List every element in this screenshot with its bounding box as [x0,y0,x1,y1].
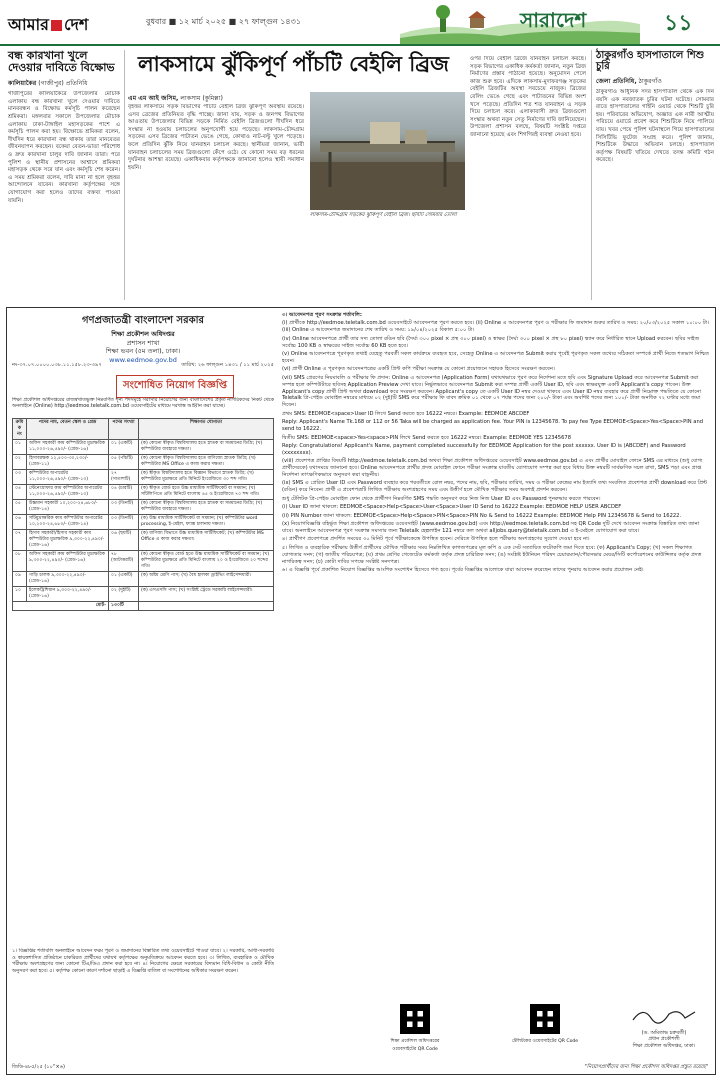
main-story-byline [128,93,223,104]
application-instructions [282,312,710,1002]
instruction-paragraph: (x) নিয়োগবিজ্ঞপ্তি বহির্ভূত শিক্ষা প্রকৌশল অধিদপ্তরের ওয়েবসাইট (www.eedmoe.gov.bd) এবং http://eedmoe.teletalk.com.bd সহ QR Code দুটি দেখে আবেদন সংক্রান্ত বিস্তারিত তথ্য জানা যাবে। অনলাইনে আবেদনপত্র পূরণ সংক্রান্ত সমস্যার জন্য Teletalk হেল্পলাইন 121 নম্বরে কল অথবা alljobs.query@teletalk.com.bd এ ই-মেইলে যোগাযোগ করা যাবে। [282,520,700,534]
table-cell-qual: (ক) কোনো স্বীকৃত বিশ্ববিদ্যালয় হতে স্নাতক বা সমমানের ডিগ্রি; (খ) কম্পিউটার ব্যবহারে দক্ষতা। [139,440,274,455]
table-cell-qual: (ক) এসএসসি পাস; (খ) সংশ্লিষ্ট ট্রেডে সরকারি লাইসেন্সধারী। [139,587,274,602]
handwritten-signature-icon [629,1004,699,1026]
table-total-row [13,602,274,611]
photo-caption: লাকসাম-চৌদ্দগ্রাম সড়কের ঝুঁকিপূর্ণ বেইলি ব্রিজ। ছবিটি সোমবার তোলা [310,212,457,218]
reference-number: নং-৩৭.০৭.০০০০.০৩৮.১১.১৫৮.২৩-৩৯৭ [12,362,102,368]
main-story-col1: বৃহত্তর লাকসামে সড়ক বিভাগের পাঁচটি বেইলি ব্রিজ ঝুঁকিপূর্ণ অবস্থায় রয়েছে। এসব ব্রেজের প্রতিনিয়ত বৃদ্ধি পাচ্ছে। জানা যায়, সড়ক ও জনপথ বিভাগের আওতায় উপজেলার বিভিন্ন সড়কে নির্মিত বেইলি ব্রিজগুলো দীর্ঘদিন ধরে সংস্কার না হওয়ায় চলাচলের অনুপযোগী হয়ে পড়েছে। লাকসাম-চৌদ্দগ্রাম সড়কের এসব ব্রিজের পাটাতন ভেঙে গেছে, কোথাও নাট-বল্টু খুলে পড়েছে। ফলে প্রতিদিন ঝুঁকি নিয়ে যানবাহন চলাচল করছে। স্থানীয়রা জানান, ভারী যানবাহন চলাচলের সময় ব্রিজগুলো কেঁপে ওঠে। যে কোনো সময় বড় ধরনের দুর্ঘটনার আশঙ্কা রয়েছে। একাধিকবার কর্তৃপক্ষকে জানানো হলেও স্থায়ী সমাধান হয়নি। [128,104,304,171]
dept-qr-label: শিক্ষা প্রকৌশল অধিদপ্তরের ওয়েবসাইটের QR Code [390,1039,440,1052]
dept-qr-code-icon[interactable] [400,1004,430,1034]
office-address: শিক্ষা ভবন (৫ম তলা), ঢাকা। [105,347,181,355]
signatory-name: (ড. অমিতাভ চক্রবর্তী) [641,1030,687,1036]
column-header: পদের সংখ্যা [109,419,139,440]
left-story-headline[interactable]: বন্ধ কারখানা খুলে দেওয়ার দাবিতে বিক্ষোভ [8,49,115,75]
total-empty-cell [139,602,274,611]
table-header-row [13,419,274,440]
right-byline-org: জেলা প্রতিনিধি, [596,78,637,85]
table-cell-count: ৭৮ (আটাত্তরটি) [109,551,139,572]
table-cell-qual: (ক) স্বীকৃত বিশ্ববিদ্যালয় হতে বিজ্ঞান বিভাগে স্নাতক ডিগ্রি; (খ) কম্পিউটার মুদ্রাক্ষরে প্রতি মিনিটে ইংরেজিতে ৩০ শব্দ গতি। [139,470,274,485]
page-number: ১১ [664,10,693,36]
table-cell-qual: (ক) স্বীকৃত বোর্ড হতে উচ্চ মাধ্যমিক সার্টিফিকেট বা সমমান; (খ) সাঁটলিপিতে প্রতি মিনিটে বাংলায় ৪৫ ও ইংরেজিতে ৭০ শব্দ গতি। [139,485,274,500]
instruction-paragraph: ৩। আবেদনপত্র পূরণ সংক্রান্ত শর্তাবলি: [282,312,362,318]
section-title: সারাদেশ [520,8,587,32]
left-byline-place: কালিয়াকৈর [8,80,37,88]
dateline: বুধবার ■ ১২ মার্চ ২০২৫ ■ ২৭ ফাল্গুন ১৪৩১ [146,17,302,26]
left-story-byline [8,78,120,89]
instruction-paragraph: (iv) Online আবেদনপত্রে প্রার্থী তার সদ্য তোলা রঙিন ছবি (দৈর্ঘ্য ৩০০ pixel × প্রস্থ ৩০০ pixel) ও স্বাক্ষর (দৈর্ঘ্য ৩০০ pixel × প্রস্থ ৮০ pixel) স্ক্যান করে নির্ধারিত স্থানে Upload করবেন। ছবির সাইজ সর্বোচ্চ 100 KB ও স্বাক্ষরের সাইজ সর্বোচ্চ 60 KB হতে হবে। [282,335,700,349]
signatory-org: শিক্ষা প্রকৌশল অধিদপ্তর, ঢাকা। [632,1042,696,1049]
logo-part2: দেশ [64,15,89,34]
bridge-photo[interactable] [310,92,465,210]
left-story-body: গাজীপুরের কালিয়াকৈরে উপজেলার মৌচাক এলাকায় বন্ধ কারখানা খুলে দেওয়ার দাবিতে মানববন্ধন ও বিক্ষোভ কর্মসূচি পালন করেছেন শ্রমিকরা। মঙ্গলবার সকালে উপজেলার মৌচাক এলাকায় ঢাকা-টাঙ্গাইল মহাসড়কের পাশে এ কর্মসূচি পালন করা হয়। বিক্ষোভে শ্রমিকরা বলেন, দীর্ঘদিন ধরে কারখানা বন্ধ থাকায় তারা মানবেতর জীবনযাপন করছেন। বকেয়া বেতন-ভাতা পরিশোধ ও দ্রুত কারখানা চালুর দাবি জানান তারা। পরে পুলিশ ও স্থানীয় প্রশাসনের আশ্বাসে শ্রমিকরা মহাসড়ক থেকে সরে যান এবং কর্মসূচি শেষ করেন। এ সময় শ্রমিকরা বলেন, দাবি মানা না হলে বৃহত্তর আন্দোলনে যাবেন। কারখানা কর্তৃপক্ষের সঙ্গে যোগাযোগ করা হলেও তাদের বক্তব্য পাওয়া যায়নি। [8,91,120,204]
column-header: ক্রমিক নং [13,419,27,440]
main-story-headline[interactable]: লাকসামে ঝুঁকিপূর্ণ পাঁচটি বেইলি ব্রিজ [138,51,449,76]
column-header: শিক্ষাগত যোগ্যতা [139,419,274,440]
signatory-title: প্রধান প্রকৌশলী [648,1036,680,1043]
table-cell-count: ০২ (দুইটি) [109,587,139,602]
table-cell-n: ০৫ [13,500,27,515]
table-cell-qual: (ক) অষ্টম শ্রেণি পাস; (খ) বৈধ হালকা ড্রাইভিং লাইসেন্সধারী। [139,572,274,587]
table-cell-qual: (ক) কোনো স্বীকৃত বিশ্ববিদ্যালয় হতে বাণিজ্যে স্নাতক ডিগ্রি; (খ) কম্পিউটার MS Office এ কাজ করার দক্ষতা। [139,455,274,470]
instruction-paragraph: (viii) প্রবেশপত্র প্রাপ্তির বিষয়টি http://eedmoe.teletalk.com.bd অথবা শিক্ষা প্রকৌশল অধিদপ্তরের ওয়েবসাইট www.eedmoe.gov.bd এ এবং প্রার্থীর মোবাইল ফোনে SMS এর মাধ্যমে (শুধু যোগ্য প্রার্থীদেরকে) যথাসময়ে জানানো হবে। Online আবেদনপত্রে প্রার্থীর প্রদত্ত মোবাইল ফোনে পরীক্ষা সংক্রান্ত যাবতীয় যোগাযোগ সম্পন্ন করা হবে বিধায় উক্ত নম্বরটি সার্বক্ষণিক সচল রাখা, SMS পড়া এবং প্রাপ্ত নির্দেশনা তাৎক্ষণিকভাবে অনুসরণ করা বাঞ্ছনীয়। [282,458,703,479]
right-story-headline[interactable]: ঠাকুরগাঁও হাসপাতালে শিশু চুরি [596,50,705,72]
table-cell-post: অফিস সহকারী কাম কম্পিউটার মুদ্রাক্ষরিক ৯,৩০০-২২,৪৯০/- (গ্রেড-১৬) [27,551,109,572]
notice-bottom-line [12,1064,708,1072]
table-cell-post: অফিস সহকারী কাম কম্পিউটার মুদ্রাক্ষরিক ১১,০০০-২৬,৫৯০/- (গ্রেড-১৬) [27,440,109,455]
instruction-paragraph: Reply: Congratulations! Applicant's Name, payment completed successfully for EEDMOE Application for the post xxxxxx. User ID is (ABCDEF) and Password (xxxxxxxx). [282,442,686,456]
table-cell-count: ০৬ (ছয়টি) [109,530,139,551]
table-cell-n: ০৬ [13,515,27,530]
table-cell-post: হিসাব সহকারী/হিসাব সহকারী কাম কম্পিউটার মুদ্রাক্ষরিক ৯,৩০০-২২,৪৯০/- (গ্রেড-১৬) [27,530,109,551]
total-label: মোট- [13,602,109,611]
teletalk-qr-label: টেলিটকের ওয়েবসাইটের QR Code [511,1039,579,1044]
table-row [13,485,274,500]
table-row [13,455,274,470]
instruction-paragraph: (i) প্রার্থীকে http://eedmoe.teletalk.com.bd ওয়েবসাইটে আবেদনপত্র পূরণ করতে হবে। (ii) Online এ আবেদনপত্র পূরণ ও পরীক্ষার ফি জমাদান শুরুর তারিখ ও সময়: ২০/০৩/২০২৫ সকাল ১০:০০ টা। (iii) Online এ আবেদনপত্র জমাদানের শেষ তারিখ ও সময়: ১৯/০৪/২০২৫ বিকাল ৫:০০ টা। [282,320,710,334]
table-cell-n: ০৪ [13,485,27,500]
table-row [13,587,274,602]
instruction-paragraph: (vii) SMS প্রেরণের নিয়মাবলি ও পরীক্ষার ফি প্রদান: Online এ আবেদনপত্র (Application Form) যথাযথভাবে পূরণ করে নির্দেশনা মতে ছবি এবং Signature Upload করে আবেদনপত্র Submit করা সম্পন্ন হলে কম্পিউটারে ছবিসহ Application Preview দেখা যাবে। নির্ভুলভাবে আবেদনপত্র Submit করা সম্পন্ন প্রার্থী একটি User ID, ছবি এবং স্বাক্ষরযুক্ত একটি Applicant's copy পাবেন। উক্ত Applicant's copy প্রার্থী প্রিন্ট অথবা download করে সংরক্ষণ করবেন। Applicant's copy তে একটি User ID নম্বর দেওয়া থাকবে এবং User ID নম্বর ব্যবহার করে প্রার্থী নিম্নোক্ত পদ্ধতিতে যে কোনো Teletalk প্রি-পেইড মোবাইল নম্বরের মাধ্যমে ০২ (দুই)টি SMS করে পরীক্ষার ফি বাবদ ক্রমিক ০১ থেকে ০৭ পর্যন্ত পদের জন্য ২০০/- টাকা এবং অবশিষ্ট পদের জন্য ১০০/- টাকা অনধিক ৭২ ঘণ্টার মধ্যে জমা দিবেন। [282,374,702,409]
instruction-paragraph: (v) Online আবেদনপত্রে পূরণকৃত তথ্যই যেহেতু পরবর্তী সকল কার্যক্রমে ব্যবহৃত হবে, সেহেতু Online এ আবেদনপত্র Submit করার পূর্বেই পূরণকৃত সকল তথ্যের সঠিকতা সম্পর্কে প্রার্থী নিজে শতভাগ নিশ্চিত হবেন। [282,351,710,364]
left-byline-rest: (গাজীপুর) প্রতিনিধি [36,80,88,88]
table-cell-post: উচ্চমান সহকারী ১০,২০০-২৪,৬৮০/- (গ্রেড-১৪) [27,500,109,515]
table-cell-qual: (ক) বাণিজ্য বিভাগে উচ্চ মাধ্যমিক সার্টিফিকেট; (খ) কম্পিউটার MS Office এ কাজ করার দক্ষতা। [139,530,274,551]
table-cell-qual: (ক) কোনো স্বীকৃত বিশ্ববিদ্যালয় হতে স্নাতক বা সমমানের ডিগ্রি; (খ) কম্পিউটার ব্যবহারে দক্ষতা। [139,500,274,515]
table-row [13,572,274,587]
table-cell-post: গাড়ি চালক ৯,৩০০-২২,৪৯০/- (গ্রেড-১৬) [27,572,109,587]
instruction-paragraph: ৬। এ বিজ্ঞপ্তি পূর্বে প্রকাশিত নিয়োগ বিজ্ঞপ্তির আংশিক সংশোধন হিসেবে গণ্য হবে। পূর্বের বিজ্ঞপ্তির আলোকে যারা আবেদন করেছেন তাদের পুনরায় আবেদন করার প্রয়োজন নেই। [282,566,644,573]
right-story-byline [596,76,714,87]
instruction-paragraph: প্রথম SMS: EEDMOE<space>User ID লিখে Send করতে হবে 16222 নম্বরে। Example: EEDMOE ABCDEF [282,410,530,417]
table-cell-n: ০৩ [13,470,27,485]
table-cell-count: ০৩ (তিনটি) [109,515,139,530]
bottom-slogan: "নিয়োগপ্রার্থীদের জন্য শিক্ষা প্রকৌশল অধিদপ্তর প্রস্তুত রয়েছে" [584,1064,708,1070]
table-cell-post: স্টেনোগ্রাফার কাম কম্পিউটার অপারেটর ১১,০০০-২৬,৫৯০/- (গ্রেড-১৩) [27,485,109,500]
logo-part1: আমার [8,15,49,34]
main-story-col3: ওপর দিয়ে বেইলি ব্রিজে যানবাহন চলাচল করছে। সড়ক বিভাগের একাধিক কর্মকর্তা জানান, নতুন ব্রিজ নির্মাণের প্রস্তাব পাঠানো হয়েছে। অনুমোদন পেলে কাজ শুরু হবে। এদিকে লাকসাম-মুদাফরগঞ্জ সড়কের বেইলি ব্রিজটির অবস্থা সবচেয়ে নাজুক। ব্রিজের রেলিং ভেঙে গেছে এবং পাটাতনের বিভিন্ন অংশ খসে পড়েছে। প্রতিদিন শত শত যানবাহন এ সড়ক দিয়ে চলাচল করে। এলাকাবাসী দ্রুত ব্রিজগুলো সংস্কার অথবা নতুন সেতু নির্মাণের দাবি জানিয়েছেন। উপজেলা প্রশাসন বলছে, বিষয়টি সংশ্লিষ্ট দপ্তরে জানানো হয়েছে এবং শিগগিরই ব্যবস্থা নেওয়া হবে। [470,56,586,138]
notice-date: তারিখ: ২৬ ফাল্গুন ১৪৩১ / ১১ মার্চ ২০২৫ [181,362,274,368]
govt-name: গণপ্রজাতন্ত্রী বাংলাদেশ সরকার [82,315,204,326]
posts-table [12,418,274,611]
notice-footnotes: ১। বিজ্ঞপ্তির শর্তাবলি অনলাইনে আবেদন ফরম পূরণ ও জমাদানের বিস্তারিত তথ্য ওয়েবসাইটে পাওয়া যাবে। ২। সরকারি, আধা-সরকারি ও স্বায়ত্তশাসিত প্রতিষ্ঠানে চাকরিরত প্রার্থীদের যথাযথ কর্তৃপক্ষের অনুমতিক্রমে আবেদন করতে হবে। ৩। লিখিত, ব্যবহারিক ও মৌখিক পরীক্ষায় অংশগ্রহণের জন্য কোনো টিএ/ডিএ প্রদান করা হবে না। ৪। নিয়োগের ক্ষেত্রে সরকারের বিদ্যমান বিধি-বিধান ও কোটা নীতি অনুসরণ করা হবে। ৫। কর্তৃপক্ষ কোনো কারণ দর্শানো ছাড়াই এ বিজ্ঞপ্তি বাতিল বা সংশোধনের অধিকার সংরক্ষণ করেন। [12,948,274,974]
table-row [13,551,274,572]
table-cell-count: ০৪ (চারটি) [109,485,139,500]
instruction-paragraph: (ii) PIN Number জানা থাকলে: EEDMOE<Space>Help<Space>PIN<Space>PIN No & Send to 16222 Example: EEDMOE Help PIN 12345678 & Send to 16222. [282,512,682,519]
right-story-body: ঠাকুরগাঁও আধুনিক সদর হাসপাতাল থেকে এক দিন বয়সি এক নবজাতক চুরির ঘটনা ঘটেছে। সোমবার রাতে হাসপাতালের গাইনি ওয়ার্ড থেকে শিশুটি চুরি হয়। পরিবারের অভিযোগ, অজ্ঞাত এক নারী আত্মীয় পরিচয়ে ওয়ার্ডে প্রবেশ করে শিশুটিকে নিয়ে পালিয়ে যায়। খবর পেয়ে পুলিশ ঘটনাস্থলে গিয়ে হাসপাতালের সিসিটিভি ফুটেজ সংগ্রহ করে। পুলিশ জানায়, শিশুটিকে উদ্ধারে অভিযান চলছে। হাসপাতাল কর্তৃপক্ষ বিষয়টি খতিয়ে দেখতে তদন্ত কমিটি গঠন করেছে। [596,89,714,164]
table-cell-n: ০৮ [13,551,27,572]
logo-square-icon [51,20,62,31]
right-story[interactable] [596,50,714,300]
table-row [13,530,274,551]
notice-title: সংশোধিত নিয়োগ বিজ্ঞপ্তি [116,375,234,398]
table-cell-post: ইলেকট্রিশিয়ান ৯,৩০০-২২,৪৯০/- (গ্রেড-১৬) [27,587,109,602]
column-header: পদের নাম, বেতন স্কেল ও গ্রেড [27,419,109,440]
instruction-paragraph: (ix) SMS এ প্রেরিত User ID এবং Password ব্যবহার করে পরবর্তীতে রোল নম্বর, পদের নাম, ছবি, পরীক্ষার তারিখ, সময় ও পরীক্ষা কেন্দ্রের নাম ইত্যাদি তথ্য সংবলিত প্রবেশপত্র প্রার্থী download করে প্রিন্ট (রঙিন) করে নিবেন। প্রার্থী এ প্রবেশপত্রটি লিখিত পরীক্ষায় অংশগ্রহণের সময় এবং উত্তীর্ণ হলে মৌখিক পরীক্ষার সময় অবশ্যই প্রদর্শন করবেন। [282,480,708,494]
table-cell-post: কম্পিউটার অপারেটর ১১,০০০-২৬,৫৯০/- (গ্রেড-১৩) [27,470,109,485]
gd-number: জিডি-৪৮৫/২৫ (১০''×৬) [12,1064,65,1070]
notice-heading [12,313,274,364]
instruction-paragraph: দ্বিতীয় SMS: EEDMOE<space>Yes<space>PIN লিখে Send করতে হবে 16222 নম্বরে। Example: EEDMOE YES 12345678 [282,434,572,441]
right-byline-place: ঠাকুরগাঁও [636,78,662,85]
instruction-paragraph: (i) User ID জানা থাকলে: EEDMOE<Space>Help<Space>User<Space>User ID Send to 16222 Example: EEDMOE HELP USER ABCDEF [282,504,622,511]
table-cell-n: ০৭ [13,530,27,551]
instruction-paragraph: ৫। লিখিত ও ব্যবহারিক পরীক্ষায় উত্তীর্ণ প্রার্থীদের মৌখিক পরীক্ষার সময় নিম্নলিখিত কাগজপত্রের মূল কপি ও এক সেট সত্যায়িত ফটোকপি জমা দিতে হবে: (ক) Applicant's Copy; (খ) সকল শিক্ষাগত যোগ্যতার সনদ; (গ) জাতীয় পরিচয়পত্র; (ঘ) প্রথম শ্রেণির গেজেটেড কর্মকর্তা কর্তৃক প্রদত্ত চারিত্রিক সনদ; (ঙ) সংশ্লিষ্ট ইউনিয়ন পরিষদ চেয়ারম্যান/পৌরসভার মেয়র/সিটি কর্পোরেশনের কাউন্সিলর কর্তৃক প্রদত্ত নাগরিকত্ব সনদ; (চ) কোটা দাবির সপক্ষে সংশ্লিষ্ট সনদপত্র। [282,544,702,565]
table-cell-count: ২৭ (সাতাশটি) [109,470,139,485]
table-cell-post: হিসাবরক্ষক ১২,৫০০-৩০,২৩০/- (গ্রেড-১১) [27,455,109,470]
newspaper-logo[interactable] [8,12,88,39]
instruction-paragraph: শুধু টেলিটক প্রি-পেইড মোবাইল ফোন থেকে প্রার্থীগণ নিম্নবর্ণিত SMS পদ্ধতি অনুসরণ করে নিজ নিজ User ID এবং Password পুনরুদ্ধার করতে পারবেন। [282,495,601,502]
table-cell-qual: (ক) উচ্চ মাধ্যমিক সার্টিফিকেট বা সমমান; (খ) কম্পিউটার word processing, ই-মেইল, ফ্যাক্স চালনায় দক্ষতা। [139,515,274,530]
left-story[interactable] [8,50,120,300]
table-cell-count: ০১ (একটি) [109,572,139,587]
table-row [13,440,274,455]
main-byline-name: এম এম আই জসিম, [128,95,179,102]
table-cell-post: সাঁটমুদ্রাক্ষরিক কাম কম্পিউটার অপারেটর ১০,২০০-২৪,৬৮০/- (গ্রেড-১৪) [27,515,109,530]
teletalk-qr-code-icon[interactable] [530,1004,560,1034]
table-cell-count: ০১ (একটি) [109,440,139,455]
table-cell-n: ০৯ [13,572,27,587]
total-count: ১৩০টি [109,602,139,611]
instruction-paragraph: (vi) প্রার্থী Online এ পূরণকৃত আবেদনপত্রের একটি প্রিন্ট কপি পরীক্ষা সংক্রান্ত যে কোনো প্রয়োজনে সহায়ক হিসেবে সংরক্ষণ করবেন। [282,366,555,373]
table-row [13,500,274,515]
notice-intro: শিক্ষা প্রকৌশল অধিদপ্তরের রাজস্বখাতভুক্ত নিম্নবর্ণিত শূন্য পদসমূহে সরাসরি নিয়োগের জন্য বাংলাদেশের প্রকৃত নাগরিকদের নিকট থেকে অনলাইনে (Online) http://eedmoe.teletalk.com.bd ওয়েবসাইটের মাধ্যমে দরখাস্ত আহ্বান করা যাচ্ছে। [12,397,274,410]
signature-block [616,1004,712,1064]
table-cell-count: ০৩ (তিনটি) [109,500,139,515]
bridge-photo-illustration-icon [310,92,465,210]
table-cell-n: ১০ [13,587,27,602]
main-byline-place: লাকসাম (কুমিল্লা) [178,95,223,102]
instruction-paragraph: Reply: Applicant's Name Tk.168 or 112 or 56 Taka will be charged as application fee. Your PIN is 12345678. To pay fee Type EEDMOE<Space>Yes<Space>PIN and send to 16222. [282,419,704,433]
instruction-paragraph: ৪। প্রার্থীগণ প্রবেশপত্রে প্রদর্শিত সময়ের ৩০ মিনিট পূর্বে পরীক্ষাকেন্দ্রে উপস্থিত হবেন। দেরিতে উপস্থিত হলে পরীক্ষায় অংশগ্রহণের সুযোগ দেওয়া হবে না। [282,536,590,543]
branch-name: প্রশাসন শাখা [126,338,160,347]
table-row [13,470,274,485]
notice-reference [12,362,274,370]
table-cell-qual: (ক) কোনো স্বীকৃত বোর্ড হতে উচ্চ মাধ্যমিক সার্টিফিকেট বা সমমান; (খ) কম্পিউটার মুদ্রাক্ষরে প্রতি মিনিটে বাংলায় ২০ ও ইংরেজিতে ২০ শব্দের গতি। [139,551,274,572]
dept-name: শিক্ষা প্রকৌশল অধিদপ্তর [111,330,175,338]
table-cell-count: ০৫ (পাঁচটি) [109,455,139,470]
qr-codes [380,1004,610,1064]
table-cell-n: ০২ [13,455,27,470]
table-row [13,515,274,530]
dept-website-link[interactable]: www.eedmoe.gov.bd [109,355,177,364]
table-cell-n: ০১ [13,440,27,455]
